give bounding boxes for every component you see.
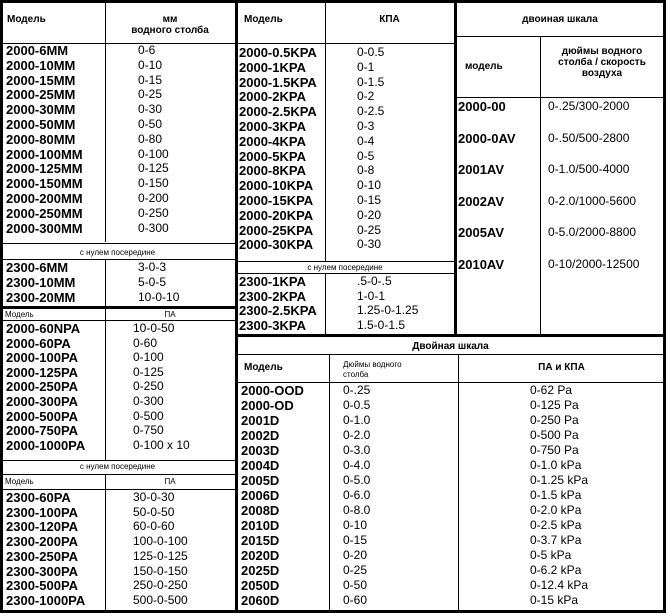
table5-row-pa: 0-2.5 kPa	[530, 518, 582, 532]
table5-row-pa: 0-1.0 kPa	[530, 458, 582, 472]
table1-row-model: 2000-15MM	[6, 72, 76, 88]
table2-zero-row-model: 2300-3KPA	[239, 317, 306, 333]
table5-col-divider-2	[458, 354, 459, 611]
table1-zero-row-range: 10-0-10	[138, 290, 180, 304]
table4-row-model: 2000-250PA	[6, 379, 79, 395]
table5-row-pa: 0-6.2 kPa	[530, 563, 582, 577]
table5-row-pa: 0-750 Pa	[530, 443, 579, 457]
table4-zero-row-model: 2300-300PA	[6, 563, 79, 579]
table4-zero-row-range: 60-0-60	[133, 519, 175, 534]
table3-row-model: 2002AV	[458, 193, 505, 209]
table2-row-range: 0-8	[357, 163, 375, 178]
table4-row-model: 2000-750PA	[6, 423, 79, 439]
table5-row-model: 2000-OOD	[241, 383, 304, 398]
table4-zero-row-range: 30-0-30	[133, 490, 175, 504]
table1-row-model: 2000-50MM	[6, 117, 76, 132]
table4-col-divider	[105, 308, 106, 460]
table2-row-range: 0-4	[357, 133, 375, 148]
table1-zero-line-top	[0, 243, 236, 244]
table3-row-range: 0-1.0/500-4000	[548, 162, 630, 176]
table1-row-model: 2000-250MM	[6, 205, 83, 221]
table2-row-range: 0-0.5	[357, 45, 385, 59]
table3-row-model: 2000-0AV	[458, 130, 516, 146]
table1-zero-row-range: 3-0-3	[138, 260, 167, 274]
table5-row-pa: 0-1.5 kPa	[530, 488, 582, 502]
table2-header-model: Модель	[244, 14, 283, 25]
table2-zero-row-range: 1.5-0-1.5	[357, 317, 406, 332]
table1-row-range: 0-80	[138, 131, 163, 146]
table5-row-model: 2006D	[241, 488, 280, 503]
table2-row-range: 0-30	[357, 237, 382, 252]
table5-row-model: 2004D	[241, 458, 280, 473]
table3-row-model: 2005AV	[458, 225, 505, 240]
table2-row-model: 2000-25KPA	[239, 222, 314, 238]
table3-title-line	[455, 36, 664, 37]
table2-zero-row-range: .5-0-.5	[357, 274, 392, 288]
table2-row-model: 2000-1.5KPA	[239, 74, 317, 90]
table4-zero-header-unit: ПА	[164, 477, 176, 486]
table1-row-model: 2000-25MM	[6, 87, 76, 103]
table5-row-pa: 0-5 kPa	[530, 548, 572, 562]
table5-row-model: 2003D	[241, 443, 280, 458]
table5-row-inch: 0-2.0	[343, 428, 371, 442]
table4-row-model: 2000-500PA	[6, 408, 79, 424]
border-top	[0, 0, 666, 3]
table4-row-range: 0-100 x 10	[133, 437, 190, 452]
table4-row-range: 10-0-50	[133, 321, 175, 335]
table5-row-inch: 0-.25	[343, 383, 371, 397]
table4-row-range: 0-250	[133, 379, 164, 394]
table1-zero-row-model: 2300-20MM	[6, 290, 76, 305]
table5-row-inch: 0-6.0	[343, 488, 371, 502]
table5-col-divider-1	[329, 354, 330, 611]
table2-row-model: 2000-15KPA	[239, 193, 314, 208]
table4-row-model: 2000-1000PA	[6, 437, 86, 453]
table3-title: двоиная шкала	[522, 14, 598, 25]
table4-row-range: 0-100	[133, 350, 164, 365]
table3-row-range: 0-.50/500-2800	[548, 130, 630, 145]
table1-zero-row-range: 5-0-5	[138, 275, 167, 289]
table5-row-pa: 0-2.0 kPa	[530, 503, 582, 517]
table5-row-model: 2060D	[241, 593, 280, 608]
table2-row-range: 0-10	[357, 178, 382, 193]
table4-row-range: 0-500	[133, 408, 164, 423]
table4-zero-row-range: 150-0-150	[133, 563, 188, 578]
table1-row-range: 0-200	[138, 191, 169, 205]
divider-t1-t4	[0, 306, 238, 309]
table1-row-range: 0-125	[138, 161, 169, 176]
table5-row-inch: 0-15	[343, 533, 368, 547]
table1-row-range: 0-15	[138, 72, 163, 87]
table1-header-model: Модель	[7, 14, 46, 25]
table5-row-model: 2050D	[241, 578, 280, 593]
table2-row-range: 0-1	[357, 59, 375, 74]
table4-zero-line-mid	[0, 474, 236, 475]
table5-row-inch: 0-25	[343, 563, 368, 577]
table4-zero-row-model: 2300-60PA	[6, 490, 71, 505]
divider-col2	[454, 0, 457, 336]
table4-row-model: 2000-100PA	[6, 350, 79, 366]
table5-row-model: 2015D	[241, 533, 280, 548]
table2-zero-row-range: 1.25-0-1.25	[357, 303, 419, 318]
table2-row-model: 2000-1KPA	[239, 59, 306, 75]
table1-zero-row-model: 2300-6MM	[6, 260, 69, 275]
table1-row-range: 0-150	[138, 176, 169, 191]
table4-zero-col-divider	[105, 474, 106, 611]
table1-zero-col-divider	[105, 259, 106, 307]
table4-zero-row-model: 2300-250PA	[6, 548, 79, 564]
table4-row-model: 2000-60PA	[6, 335, 71, 351]
table3-row-range: 0-.25/300-2000	[548, 99, 630, 113]
table5-row-inch: 0-5.0	[343, 473, 371, 487]
table2-zero-row-model: 2300-1KPA	[239, 274, 306, 289]
table5-row-model: 2005D	[241, 473, 280, 488]
table2-row-model: 2000-2KPA	[239, 89, 306, 105]
table5-row-pa: 0-500 Pa	[530, 428, 579, 442]
table1-row-model: 2000-150MM	[6, 176, 83, 192]
table4-zero-row-model: 2300-500PA	[6, 578, 79, 594]
table2-row-model: 2000-20KPA	[239, 207, 314, 223]
table4-zero-header-model: Модель	[5, 477, 34, 486]
table1-row-range: 0-10	[138, 57, 163, 72]
table2-row-model: 2000-30KPA	[239, 237, 314, 253]
table1-row-model: 2000-200MM	[6, 191, 83, 206]
table2-zero-line-top	[236, 261, 455, 262]
table4-row-range: 0-60	[133, 335, 158, 350]
table5-row-inch: 0-4.0	[343, 458, 371, 472]
table1-row-model: 2000-125MM	[6, 161, 83, 177]
table1-row-range: 0-25	[138, 87, 163, 102]
table2-row-range: 0-5	[357, 148, 375, 163]
table1-row-model: 2000-300MM	[6, 220, 83, 236]
table2-row-range: 0-20	[357, 207, 382, 222]
table5-row-model: 2025D	[241, 563, 280, 578]
table2-zero-row-model: 2300-2.5KPA	[239, 303, 317, 319]
table5-row-inch: 0-3.0	[343, 443, 371, 457]
table4-zero-line-top	[0, 460, 236, 461]
table1-row-range: 0-100	[138, 146, 169, 161]
table2-row-range: 0-25	[357, 222, 382, 237]
table4-zero-row-range: 125-0-125	[133, 548, 188, 563]
table2-zero-row-range: 1-0-1	[357, 288, 386, 303]
table4-zero-row-model: 2300-200PA	[6, 534, 79, 550]
table1-row-model: 2000-10MM	[6, 57, 76, 73]
table5-row-model: 2002D	[241, 428, 280, 443]
divider-top-t5	[235, 334, 666, 337]
table5-row-pa: 0-250 Pa	[530, 413, 579, 427]
table2-row-range: 0-3	[357, 119, 375, 133]
table3-header-unit: дюймы водного столба / скорость воздуха	[558, 46, 646, 79]
table2-row-range: 0-2.5	[357, 104, 385, 119]
table5-title: Двойная шкала	[412, 341, 489, 352]
table2-header-line	[236, 43, 455, 44]
table5-row-inch: 0-8.0	[343, 503, 371, 517]
table5-row-model: 2008D	[241, 503, 280, 518]
table2-row-range: 0-2	[357, 89, 375, 104]
table5-row-inch: 0-50	[343, 578, 368, 592]
table4-row-model: 2000-300PA	[6, 394, 79, 409]
table2-row-model: 2000-4KPA	[239, 133, 306, 149]
table4-zero-row-range: 50-0-50	[133, 504, 175, 519]
table5-title-line	[236, 354, 664, 355]
table3-row-model: 2000-00	[458, 99, 506, 114]
table3-col-divider	[540, 37, 541, 335]
table2-row-model: 2000-2.5KPA	[239, 104, 317, 120]
table4-row-range: 0-300	[133, 394, 164, 408]
table4-zero-row-model: 2300-1000PA	[6, 592, 86, 608]
table2-zero-label: с нулем посередине	[307, 263, 383, 272]
table4-row-model: 2000-60NPA	[6, 321, 81, 336]
table5-header-inch: Дюймы водного столба	[343, 360, 402, 379]
table4-zero-row-range: 250-0-250	[133, 578, 188, 593]
table2-zero-row-model: 2300-2KPA	[239, 288, 306, 304]
table1-header-unit: мм водного столба	[131, 14, 209, 36]
table5-row-pa: 0-125 Pa	[530, 398, 579, 412]
table5-row-model: 2001D	[241, 413, 280, 428]
table2-zero-col-divider	[325, 273, 326, 335]
table5-row-inch: 0-60	[343, 593, 368, 607]
table3-header-line	[455, 97, 664, 98]
table1-row-range: 0-6	[138, 43, 156, 57]
table1-row-model: 2000-6MM	[6, 43, 69, 58]
table3-row-range: 0-10/2000-12500	[548, 256, 640, 271]
table1-row-range: 0-250	[138, 205, 169, 220]
table1-col-divider	[105, 2, 106, 242]
table5-row-pa: 0-15 kPa	[530, 593, 579, 607]
table2-row-model: 2000-8KPA	[239, 163, 306, 179]
table3-row-model: 2001AV	[458, 162, 505, 177]
table1-row-range: 0-30	[138, 102, 163, 117]
table2-row-model: 2000-3KPA	[239, 119, 306, 134]
table3-row-range: 0-5.0/2000-8800	[548, 225, 637, 239]
table4-zero-row-range: 100-0-100	[133, 534, 188, 549]
table1-row-range: 0-300	[138, 220, 169, 235]
table4-zero-row-model: 2300-100PA	[6, 504, 79, 520]
table2-col-divider	[325, 2, 326, 262]
table5-row-pa: 0-12.4 kPa	[530, 578, 589, 592]
table4-header-model: Модель	[5, 310, 34, 319]
table5-header-pa: ПА и КПА	[538, 362, 585, 373]
table3-row-model: 2010AV	[458, 256, 505, 272]
table5-row-model: 2010D	[241, 518, 280, 533]
table1-row-model: 2000-30MM	[6, 102, 76, 118]
table3-header-model: модель	[465, 61, 503, 72]
table4-row-range: 0-750	[133, 423, 164, 438]
table5-row-inch: 0-1.0	[343, 413, 371, 427]
table5-row-pa: 0-3.7 kPa	[530, 533, 582, 547]
table4-header-unit: ПА	[164, 310, 176, 319]
table4-zero-row-range: 500-0-500	[133, 592, 188, 607]
table5-header-model: Модель	[244, 362, 283, 373]
table4-zero-label: с нулем посередине	[79, 462, 156, 471]
table2-row-model: 2000-5KPA	[239, 148, 306, 164]
table5-row-inch: 0-20	[343, 548, 368, 562]
table1-row-range: 0-50	[138, 117, 163, 131]
table3-row-range: 0-2.0/1000-5600	[548, 193, 637, 208]
table1-zero-row-model: 2300-10MM	[6, 275, 76, 290]
table4-row-model: 2000-125PA	[6, 364, 79, 380]
table5-row-pa: 0-1.25 kPa	[530, 473, 589, 487]
table5-row-inch: 0-0.5	[343, 398, 371, 412]
table5-row-pa: 0-62 Pa	[530, 383, 573, 397]
table2-row-range: 0-1.5	[357, 74, 385, 89]
table2-header-unit: КПА	[379, 14, 400, 25]
table1-row-model: 2000-100MM	[6, 146, 83, 162]
table4-zero-row-model: 2300-120PA	[6, 519, 79, 535]
table2-row-model: 2000-10KPA	[239, 178, 314, 194]
table5-row-model: 2020D	[241, 548, 280, 563]
table1-zero-label: с нулем посередине	[79, 248, 156, 257]
table5-row-model: 2000-OD	[241, 398, 294, 413]
table5-row-inch: 0-10	[343, 518, 368, 532]
table2-row-range: 0-15	[357, 193, 382, 207]
table1-row-model: 2000-80MM	[6, 131, 76, 147]
table2-row-model: 2000-0.5KPA	[239, 45, 317, 60]
table4-row-range: 0-125	[133, 364, 164, 379]
